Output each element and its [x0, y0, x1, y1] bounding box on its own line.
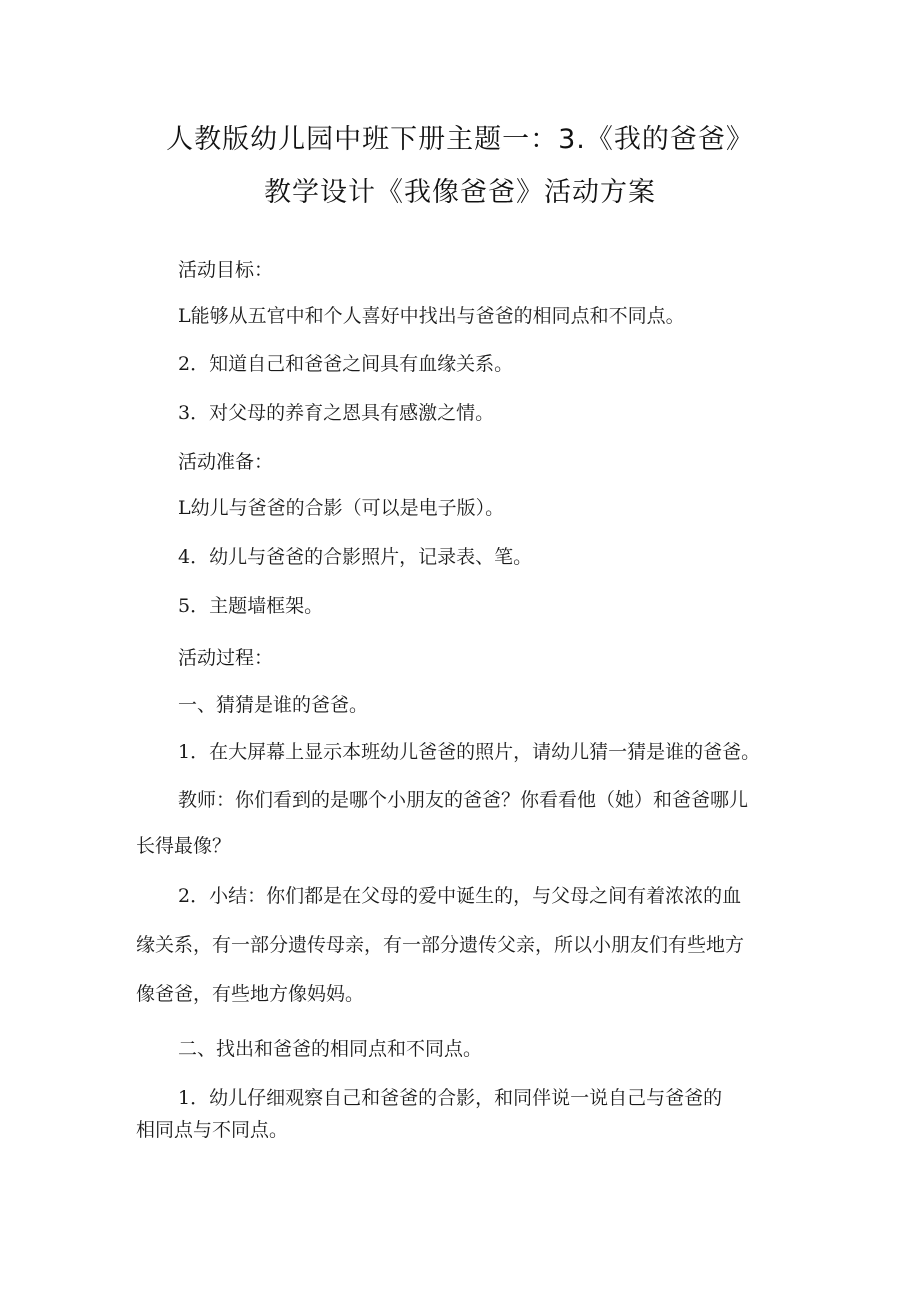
prep-item-1: L幼儿与爸爸的合影（可以是电子版）。	[178, 497, 505, 519]
document-title-line2: 教学设计《我像爸爸》活动方案	[264, 177, 656, 208]
part1-step2-line2: 缘关系，有一部分遗传母亲，有一部分遗传父亲，所以小朋友们有些地方	[136, 934, 745, 956]
prep-heading: 活动准备：	[178, 451, 274, 473]
process-heading: 活动过程：	[178, 647, 274, 669]
prep-item-3: 5．主题墙框架。	[178, 595, 324, 617]
part1-step2-line3: 像爸爸，有些地方像妈妈。	[136, 983, 365, 1005]
goal-item-3: 3．对父母的养育之恩具有感激之情。	[178, 402, 495, 424]
part1-teacher-line2: 长得最像？	[136, 835, 232, 857]
part1-teacher-line1: 教师：你们看到的是哪个小朋友的爸爸？你看看他（她）和爸爸哪儿	[178, 789, 749, 811]
part1-step2-line1: 2．小结：你们都是在父母的爱中诞生的，与父母之间有着浓浓的血	[178, 885, 742, 907]
goal-item-1: L能够从五官中和个人喜好中找出与爸爸的相同点和不同点。	[178, 305, 685, 327]
part2-step1-line2: 相同点与不同点。	[136, 1119, 289, 1141]
goal-item-2: 2．知道自己和爸爸之间具有血缘关系。	[178, 353, 514, 375]
document-title-line1: 人教版幼儿园中班下册主题一：3.《我的爸爸》	[166, 124, 754, 155]
part2-title: 二、找出和爸爸的相同点和不同点。	[178, 1038, 483, 1060]
goals-heading: 活动目标：	[178, 259, 274, 281]
prep-item-2: 4．幼儿与爸爸的合影照片，记录表、笔。	[178, 546, 533, 568]
part1-step1: 1．在大屏幕上显示本班幼儿爸爸的照片，请幼儿猜一猜是谁的爸爸。	[178, 741, 761, 763]
part2-step1-line1: 1．幼儿仔细观察自己和爸爸的合影，和同伴说一说自己与爸爸的	[178, 1087, 723, 1109]
part1-title: 一、猜猜是谁的爸爸。	[178, 694, 369, 716]
